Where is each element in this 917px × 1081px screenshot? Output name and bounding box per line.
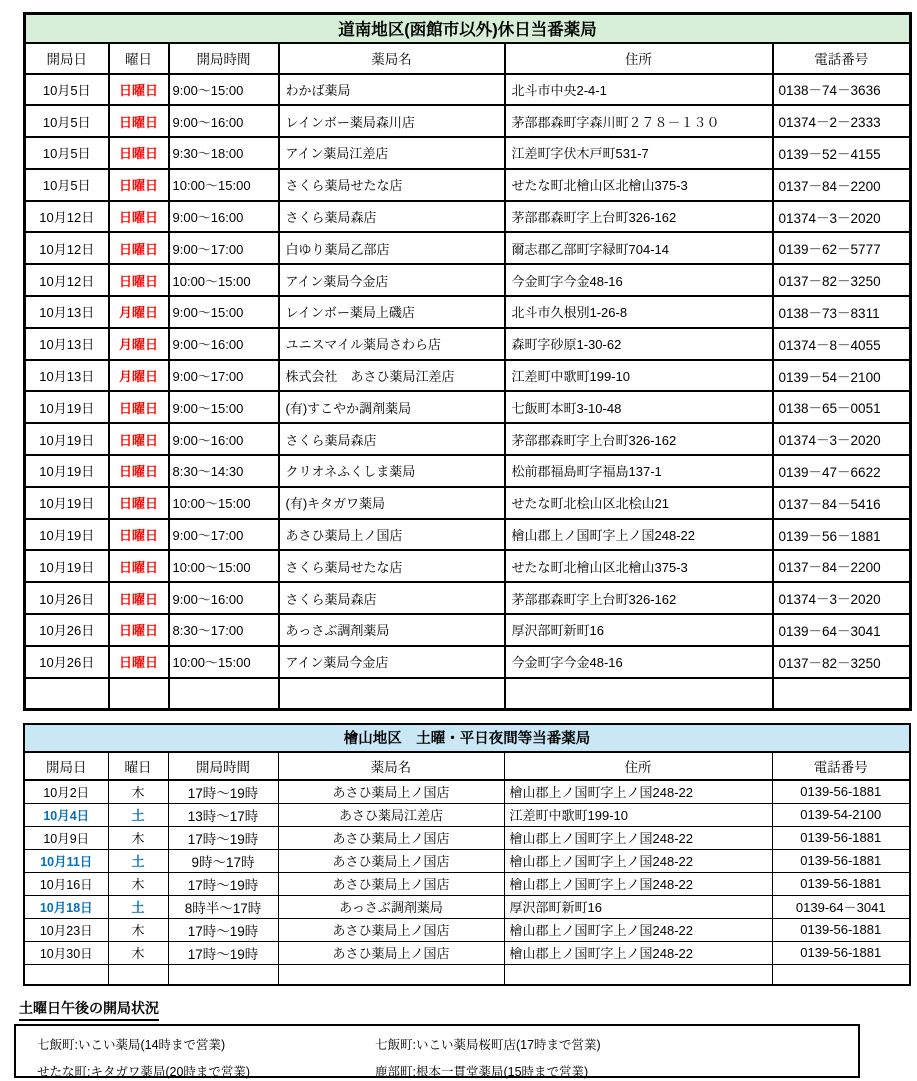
table-row: [24, 849, 910, 872]
cell-phone: 01374－3－2020: [773, 423, 911, 455]
cell-weekday: 木: [108, 872, 168, 895]
cell-phone: 01374－2－2333: [773, 105, 911, 137]
cell-address: 厚沢部町新町16: [504, 895, 772, 918]
cell-open-date: 10月18日: [24, 895, 108, 918]
cell-open-hours: 9:00～16:00: [169, 201, 279, 233]
table-row: [25, 487, 911, 519]
table-row: [25, 582, 911, 614]
cell-phone: [773, 678, 911, 710]
col-header-open-date: 開局日: [24, 752, 108, 780]
cell-address: 茅部郡森町字上台町326-162: [505, 582, 773, 614]
saturday-afternoon-box: [14, 1024, 860, 1078]
cell-open-date: 10月5日: [25, 137, 109, 169]
col-header-phone: 電話番号: [773, 43, 911, 74]
table-row: [25, 137, 911, 169]
cell-open-hours: 9時～17時: [168, 849, 278, 872]
cell-open-date: 10月19日: [25, 550, 109, 582]
cell-pharmacy: あさひ薬局上ノ国店: [278, 826, 504, 849]
cell-address: [505, 678, 773, 710]
cell-open-date: 10月2日: [24, 780, 108, 804]
footer-entry: 七飯町:いこい薬局桜町店(17時まで営業): [375, 1037, 601, 1052]
cell-pharmacy: 株式会社 あさひ薬局江差店: [279, 360, 505, 392]
cell-phone: 0137－84－2200: [773, 550, 911, 582]
cell-open-date: 10月4日: [24, 803, 108, 826]
cell-address: 檜山郡上ノ国町字上ノ国248-22: [504, 941, 772, 964]
cell-weekday: 木: [108, 941, 168, 964]
cell-open-hours: 17時～19時: [168, 941, 278, 964]
cell-address: 厚沢部町新町16: [505, 614, 773, 646]
cell-pharmacy: あさひ薬局江差店: [278, 803, 504, 826]
table-row: [25, 74, 911, 106]
cell-open-date: 10月13日: [25, 360, 109, 392]
table-row: [25, 201, 911, 233]
cell-address: 茅部郡森町字上台町326-162: [505, 423, 773, 455]
cell-phone: 0138－74－3636: [773, 74, 911, 106]
cell-open-hours: 9:00～16:00: [169, 423, 279, 455]
cell-address: 檜山郡上ノ国町字上ノ国248-22: [504, 918, 772, 941]
cell-address: 檜山郡上ノ国町字上ノ国248-22: [504, 780, 772, 804]
cell-address: 檜山郡上ノ国町字上ノ国248-22: [504, 872, 772, 895]
cell-phone: 0139－47－6622: [773, 455, 911, 487]
cell-phone: 0139-56-1881: [772, 826, 910, 849]
cell-pharmacy: あさひ薬局上ノ国店: [278, 780, 504, 804]
table2-header-row: [24, 752, 910, 780]
table-row: [25, 646, 911, 678]
cell-phone: 0137－84－2200: [773, 169, 911, 201]
col-header-open-hours: 開局時間: [168, 752, 278, 780]
cell-open-date: 10月26日: [25, 582, 109, 614]
cell-weekday: 木: [108, 780, 168, 804]
cell-open-hours: 9:00～17:00: [169, 360, 279, 392]
cell-open-date: 10月5日: [25, 105, 109, 137]
cell-open-date: [24, 964, 108, 985]
cell-phone: 0137－82－3250: [773, 646, 911, 678]
table-row: [25, 296, 911, 328]
cell-phone: 0139－54－2100: [773, 360, 911, 392]
cell-weekday: 日曜日: [109, 455, 169, 487]
cell-open-hours: 9:00～17:00: [169, 232, 279, 264]
cell-pharmacy: あさひ薬局上ノ国店: [278, 849, 504, 872]
cell-open-hours: 9:00～17:00: [169, 519, 279, 551]
table-row: [24, 872, 910, 895]
table-row: [24, 780, 910, 804]
cell-pharmacy: さくら薬局せたな店: [279, 550, 505, 582]
cell-phone: 0139－64－3041: [773, 614, 911, 646]
cell-address: 爾志郡乙部町字緑町704-14: [505, 232, 773, 264]
cell-open-date: 10月19日: [25, 391, 109, 423]
cell-open-date: 10月13日: [25, 296, 109, 328]
cell-phone: 0139-56-1881: [772, 918, 910, 941]
table-row: [25, 423, 911, 455]
cell-open-hours: 10:00～15:00: [169, 169, 279, 201]
cell-open-hours: 8:30～14:30: [169, 455, 279, 487]
cell-open-date: 10月19日: [25, 423, 109, 455]
cell-weekday: 日曜日: [109, 614, 169, 646]
cell-phone: 0137－82－3250: [773, 264, 911, 296]
table-row: [25, 232, 911, 264]
cell-open-date: 10月19日: [25, 519, 109, 551]
table2-title: 檜山地区 土曜・平日夜間等当番薬局: [24, 724, 910, 752]
cell-phone: 0137－84－5416: [773, 487, 911, 519]
cell-weekday: [109, 678, 169, 710]
cell-address: せたな町北檜山区北檜山375-3: [505, 169, 773, 201]
cell-weekday: 日曜日: [109, 550, 169, 582]
cell-pharmacy: (有)キタガワ薬局: [279, 487, 505, 519]
cell-address: せたな町北檜山区北檜山375-3: [505, 550, 773, 582]
cell-phone: 0139-54-2100: [772, 803, 910, 826]
table-row: [25, 519, 911, 551]
cell-open-hours: 9:30～18:00: [169, 137, 279, 169]
cell-pharmacy: あっさぶ調剤薬局: [278, 895, 504, 918]
cell-open-date: 10月12日: [25, 201, 109, 233]
cell-open-date: 10月30日: [24, 941, 108, 964]
cell-weekday: 月曜日: [109, 360, 169, 392]
cell-open-date: 10月19日: [25, 455, 109, 487]
cell-pharmacy: 白ゆり薬局乙部店: [279, 232, 505, 264]
cell-weekday: 日曜日: [109, 582, 169, 614]
cell-phone: [772, 964, 910, 985]
cell-open-hours: 13時～17時: [168, 803, 278, 826]
cell-address: 茅部郡森町字上台町326-162: [505, 201, 773, 233]
cell-address: 今金町字今金48-16: [505, 646, 773, 678]
cell-weekday: 日曜日: [109, 519, 169, 551]
col-header-address: 住所: [504, 752, 772, 780]
cell-pharmacy: さくら薬局せたな店: [279, 169, 505, 201]
cell-weekday: 日曜日: [109, 74, 169, 106]
cell-phone: 0139－62－5777: [773, 232, 911, 264]
saturday-afternoon-section: [14, 998, 860, 1078]
cell-phone: 0138－73－8311: [773, 296, 911, 328]
cell-pharmacy: (有)すこやか調剤薬局: [279, 391, 505, 423]
cell-address: 江差町中歌町199-10: [504, 803, 772, 826]
cell-open-hours: 17時～19時: [168, 780, 278, 804]
cell-open-hours: 17時～19時: [168, 918, 278, 941]
cell-phone: 0139-56-1881: [772, 780, 910, 804]
cell-address: 今金町字今金48-16: [505, 264, 773, 296]
cell-phone: 0139－56－1881: [773, 519, 911, 551]
cell-phone: 0139－52－4155: [773, 137, 911, 169]
table-row: [24, 918, 910, 941]
cell-address: 檜山郡上ノ国町字上ノ国248-22: [504, 849, 772, 872]
cell-open-date: 10月23日: [24, 918, 108, 941]
col-header-weekday: 曜日: [108, 752, 168, 780]
cell-address: 七飯町本町3-10-48: [505, 391, 773, 423]
cell-pharmacy: あさひ薬局上ノ国店: [278, 918, 504, 941]
table-row: [25, 169, 911, 201]
table-row: [25, 678, 911, 710]
cell-phone: 01374－8－4055: [773, 328, 911, 360]
cell-address: 檜山郡上ノ国町字上ノ国248-22: [504, 826, 772, 849]
table2-title-row: [24, 724, 910, 752]
cell-weekday: 日曜日: [109, 169, 169, 201]
cell-open-date: [25, 678, 109, 710]
cell-address: 北斗市中央2-4-1: [505, 74, 773, 106]
cell-weekday: 日曜日: [109, 264, 169, 296]
cell-open-hours: 10:00～15:00: [169, 550, 279, 582]
table-row: [25, 614, 911, 646]
cell-weekday: 日曜日: [109, 137, 169, 169]
cell-weekday: 月曜日: [109, 328, 169, 360]
cell-weekday: 木: [108, 826, 168, 849]
cell-pharmacy: あさひ薬局上ノ国店: [278, 941, 504, 964]
cell-open-date: 10月12日: [25, 232, 109, 264]
cell-pharmacy: アイン薬局今金店: [279, 646, 505, 678]
footer-entry: 鹿部町:根本一貫堂薬局(15時まで営業): [375, 1064, 589, 1079]
cell-address: 檜山郡上ノ国町字上ノ国248-22: [505, 519, 773, 551]
table-row: [25, 264, 911, 296]
col-header-open-hours: 開局時間: [169, 43, 279, 74]
cell-address: 北斗市久根別1-26-8: [505, 296, 773, 328]
table-row: [25, 455, 911, 487]
cell-pharmacy: さくら薬局森店: [279, 201, 505, 233]
cell-weekday: [108, 964, 168, 985]
cell-pharmacy: あっさぶ調剤薬局: [279, 614, 505, 646]
cell-open-hours: 10:00～15:00: [169, 646, 279, 678]
holiday-duty-pharmacy-table: [23, 12, 912, 711]
cell-weekday: 日曜日: [109, 423, 169, 455]
table1-title: 道南地区(函館市以外)休日当番薬局: [25, 14, 911, 43]
cell-open-hours: 9:00～16:00: [169, 105, 279, 137]
cell-open-date: 10月5日: [25, 74, 109, 106]
table1-header-row: [25, 43, 911, 74]
cell-address: せたな町北桧山区北桧山21: [505, 487, 773, 519]
cell-open-hours: 8:30～17:00: [169, 614, 279, 646]
cell-address: 松前郡福島町字福島137-1: [505, 455, 773, 487]
cell-open-date: 10月5日: [25, 169, 109, 201]
cell-phone: 0139-56-1881: [772, 849, 910, 872]
cell-open-date: 10月11日: [24, 849, 108, 872]
cell-open-date: 10月19日: [25, 487, 109, 519]
cell-pharmacy: ユニスマイル薬局さわら店: [279, 328, 505, 360]
cell-address: 茅部郡森町字森川町２７８－１３０: [505, 105, 773, 137]
cell-open-date: 10月26日: [25, 646, 109, 678]
table-row: [25, 328, 911, 360]
cell-open-date: 10月16日: [24, 872, 108, 895]
cell-open-hours: 10:00～15:00: [169, 487, 279, 519]
cell-pharmacy: さくら薬局森店: [279, 423, 505, 455]
cell-weekday: 土: [108, 895, 168, 918]
cell-weekday: 日曜日: [109, 391, 169, 423]
cell-open-date: 10月9日: [24, 826, 108, 849]
cell-open-hours: [168, 964, 278, 985]
cell-open-hours: 17時～19時: [168, 872, 278, 895]
cell-weekday: 日曜日: [109, 201, 169, 233]
table1-title-row: [25, 14, 911, 43]
table-row: [25, 550, 911, 582]
hiyama-night-duty-pharmacy-table: [23, 723, 911, 987]
cell-pharmacy: [278, 964, 504, 985]
cell-phone: 01374－3－2020: [773, 582, 911, 614]
cell-pharmacy: さくら薬局森店: [279, 582, 505, 614]
cell-weekday: 日曜日: [109, 232, 169, 264]
table-row: [24, 895, 910, 918]
cell-weekday: 土: [108, 803, 168, 826]
cell-pharmacy: あさひ薬局上ノ国店: [278, 872, 504, 895]
table-row: [24, 826, 910, 849]
saturday-afternoon-title: 土曜日午後の開局状況: [19, 998, 159, 1021]
cell-address: 江差町字伏木戸町531-7: [505, 137, 773, 169]
cell-phone: 01374－3－2020: [773, 201, 911, 233]
cell-open-hours: 8時半～17時: [168, 895, 278, 918]
cell-open-hours: 9:00～16:00: [169, 582, 279, 614]
cell-open-hours: 9:00～16:00: [169, 328, 279, 360]
cell-address: [504, 964, 772, 985]
cell-weekday: 土: [108, 849, 168, 872]
col-header-pharmacy: 薬局名: [279, 43, 505, 74]
cell-open-hours: 9:00～15:00: [169, 74, 279, 106]
cell-weekday: 木: [108, 918, 168, 941]
cell-address: 森町字砂原1-30-62: [505, 328, 773, 360]
cell-phone: 0139-56-1881: [772, 941, 910, 964]
table-row: [24, 803, 910, 826]
cell-weekday: 日曜日: [109, 487, 169, 519]
cell-open-date: 10月13日: [25, 328, 109, 360]
footer-entry: せたな町:キタガワ薬局(20時まで営業): [37, 1064, 251, 1079]
cell-pharmacy: レインボー薬局上磯店: [279, 296, 505, 328]
cell-pharmacy: アイン薬局江差店: [279, 137, 505, 169]
cell-weekday: 月曜日: [109, 296, 169, 328]
table-row: [25, 391, 911, 423]
col-header-weekday: 曜日: [109, 43, 169, 74]
cell-open-hours: 9:00～15:00: [169, 391, 279, 423]
cell-pharmacy: わかば薬局: [279, 74, 505, 106]
cell-weekday: 日曜日: [109, 646, 169, 678]
cell-phone: 0139-64－3041: [772, 895, 910, 918]
cell-pharmacy: アイン薬局今金店: [279, 264, 505, 296]
table-row: [24, 964, 910, 985]
cell-pharmacy: クリオネふくしま薬局: [279, 455, 505, 487]
table-row: [24, 941, 910, 964]
col-header-address: 住所: [505, 43, 773, 74]
footer-entry: 七飯町:いこい薬局(14時まで営業): [37, 1037, 226, 1052]
table-row: [25, 360, 911, 392]
cell-open-date: 10月26日: [25, 614, 109, 646]
table-row: [25, 105, 911, 137]
col-header-pharmacy: 薬局名: [278, 752, 504, 780]
cell-open-hours: 17時～19時: [168, 826, 278, 849]
cell-open-hours: 9:00～15:00: [169, 296, 279, 328]
cell-pharmacy: レインボー薬局森川店: [279, 105, 505, 137]
cell-open-hours: [169, 678, 279, 710]
col-header-phone: 電話番号: [772, 752, 910, 780]
cell-pharmacy: [279, 678, 505, 710]
cell-phone: 0138－65－0051: [773, 391, 911, 423]
footer-row: [37, 1033, 858, 1054]
cell-phone: 0139-56-1881: [772, 872, 910, 895]
cell-address: 江差町中歌町199-10: [505, 360, 773, 392]
cell-weekday: 日曜日: [109, 105, 169, 137]
cell-open-date: 10月12日: [25, 264, 109, 296]
cell-open-hours: 10:00～15:00: [169, 264, 279, 296]
cell-pharmacy: あさひ薬局上ノ国店: [279, 519, 505, 551]
col-header-open-date: 開局日: [25, 43, 109, 74]
